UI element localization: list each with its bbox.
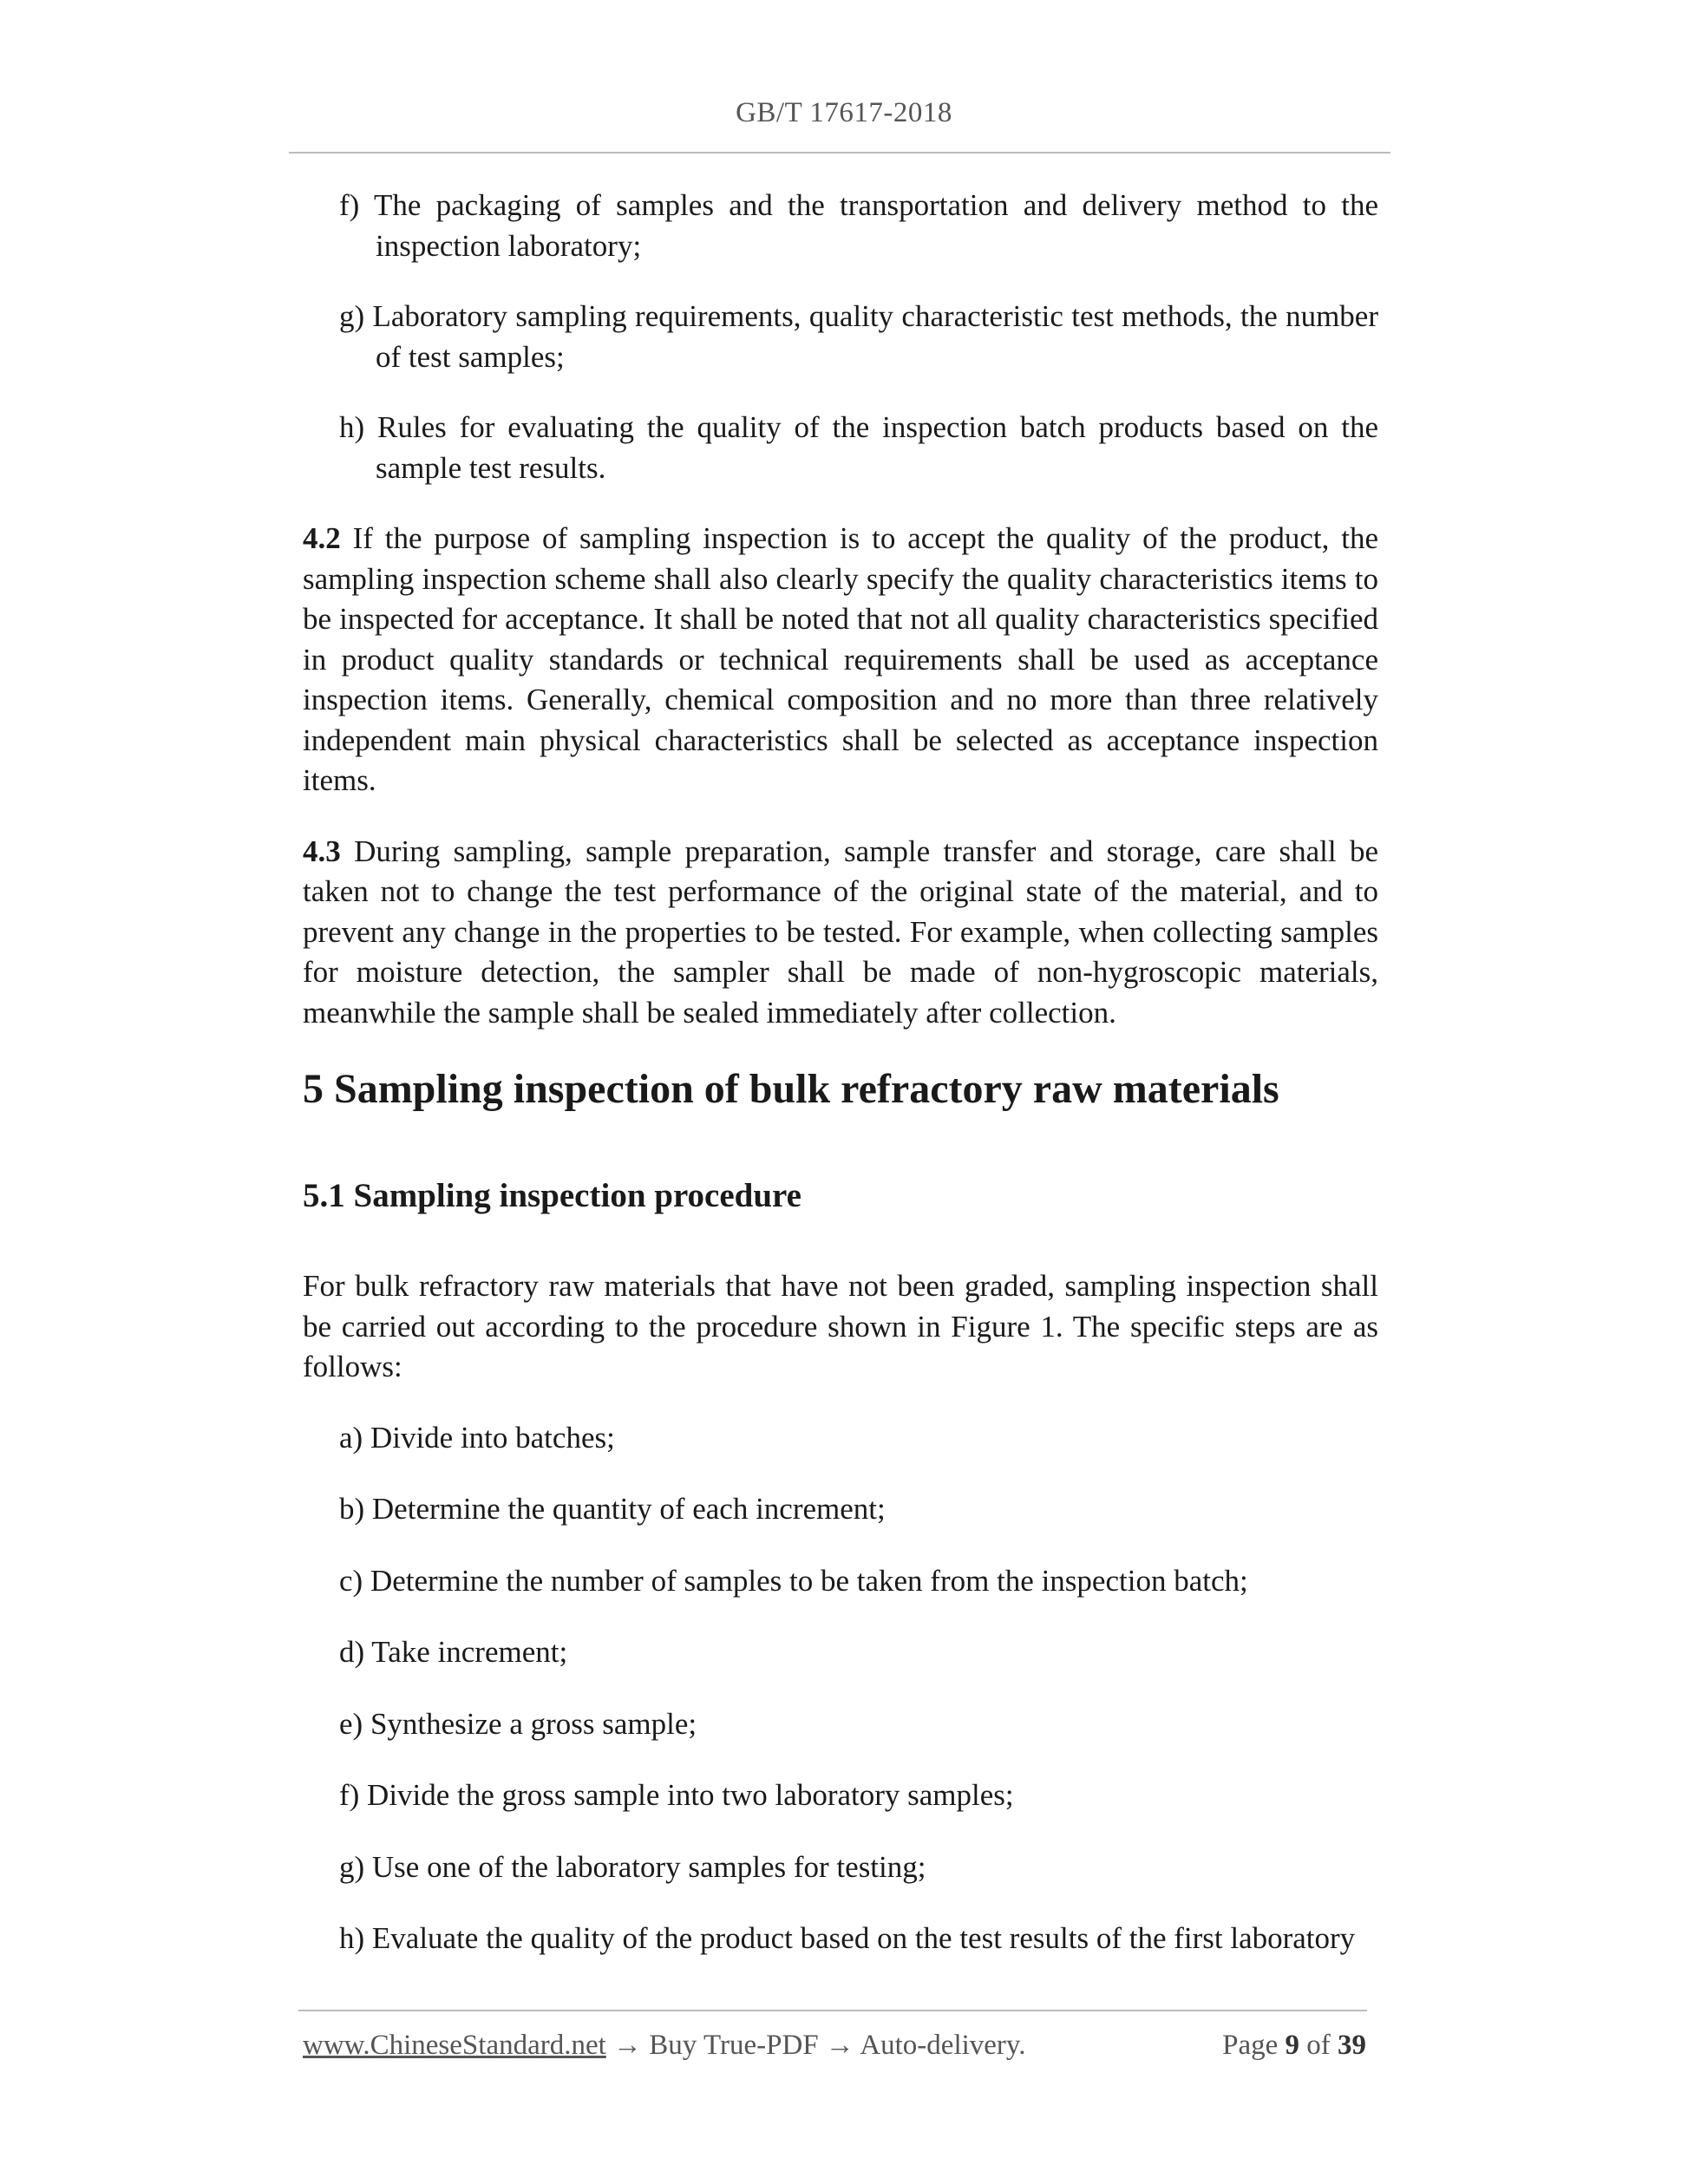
section-heading-5: 5 Sampling inspection of bulk refractory raw materials: [303, 1066, 1279, 1112]
document-body: [303, 186, 1378, 1991]
step-item-b: b) Determine the quantity of each increment;: [339, 1492, 886, 1526]
current-page: 9: [1285, 2030, 1299, 2061]
step-item-h: h) Evaluate the quality of the product based on the test results of the first laboratory: [339, 1921, 1356, 1955]
total-pages: 39: [1338, 2030, 1366, 2061]
clause-text: During sampling, sample preparation, sample transfer and storage, care shall be taken not to change the test performance of the original state of the material, and to prevent any change in the properties to be tested. For example, when collecting samples for moisture detection, the sampler shall be made of non-hygroscopic materials, meanwhile the sample shall be sealed immediately after collection.: [303, 834, 1379, 1030]
footer-promo: [303, 2030, 1026, 2062]
section-heading-5-1: 5.1 Sampling inspection procedure: [303, 1177, 801, 1214]
clause-text: If the purpose of sampling inspection is to accept the quality of the product, the sampling inspection scheme shall also clearly specify the quality characteristics items to be inspected for acceptance. It shall be noted that not all quality characteristics specified in product quality standards or technical requirements shall be used as acceptance inspection items. Generally, chemical composition and no more than three relatively independent main physical characteristics shall be selected as acceptance inspection items.: [303, 521, 1378, 797]
step-item-a: a) Divide into batches;: [339, 1420, 615, 1455]
clause-4-2: [303, 519, 1378, 801]
step-item-f: f) Divide the gross sample into two laboratory samples;: [339, 1778, 1014, 1812]
page-header: GB/T 17617-2018: [736, 97, 952, 128]
list-item-g: g) Laboratory sampling requirements, quality characteristic test methods, the number of test samples;: [339, 299, 1378, 374]
step-item-d: d) Take increment;: [339, 1635, 568, 1669]
clause-number: 4.2: [303, 521, 341, 555]
step-item-e: e) Synthesize a gross sample;: [339, 1706, 697, 1741]
footer-promo-text: → Buy True-PDF → Auto-delivery.: [613, 2030, 1026, 2061]
step-item-c: c) Determine the number of samples to be taken from the inspection batch;: [339, 1563, 1248, 1598]
header-divider: [289, 152, 1390, 154]
list-item-h: h) Rules for evaluating the quality of the inspection batch products based on the sample test results.: [339, 410, 1378, 485]
list-item-f: f) The packaging of samples and the transportation and delivery method to the inspection laboratory;: [339, 188, 1378, 263]
step-item-g: g) Use one of the laboratory samples for testing;: [339, 1849, 926, 1884]
page-footer: [303, 2030, 1366, 2062]
section-5-1-intro: For bulk refractory raw materials that have not been graded, sampling inspection shall be carried out according to the procedure shown in Figure 1. The specific steps are as follows:: [303, 1269, 1378, 1383]
page-of-label: of: [1306, 2030, 1331, 2061]
page-number: [1222, 2030, 1366, 2062]
page-label: Page: [1222, 2030, 1279, 2061]
clause-4-3: [303, 832, 1378, 1034]
website-link[interactable]: www.ChineseStandard.net: [303, 2030, 606, 2061]
footer-divider: [298, 2010, 1367, 2011]
clause-number: 4.3: [303, 834, 341, 868]
